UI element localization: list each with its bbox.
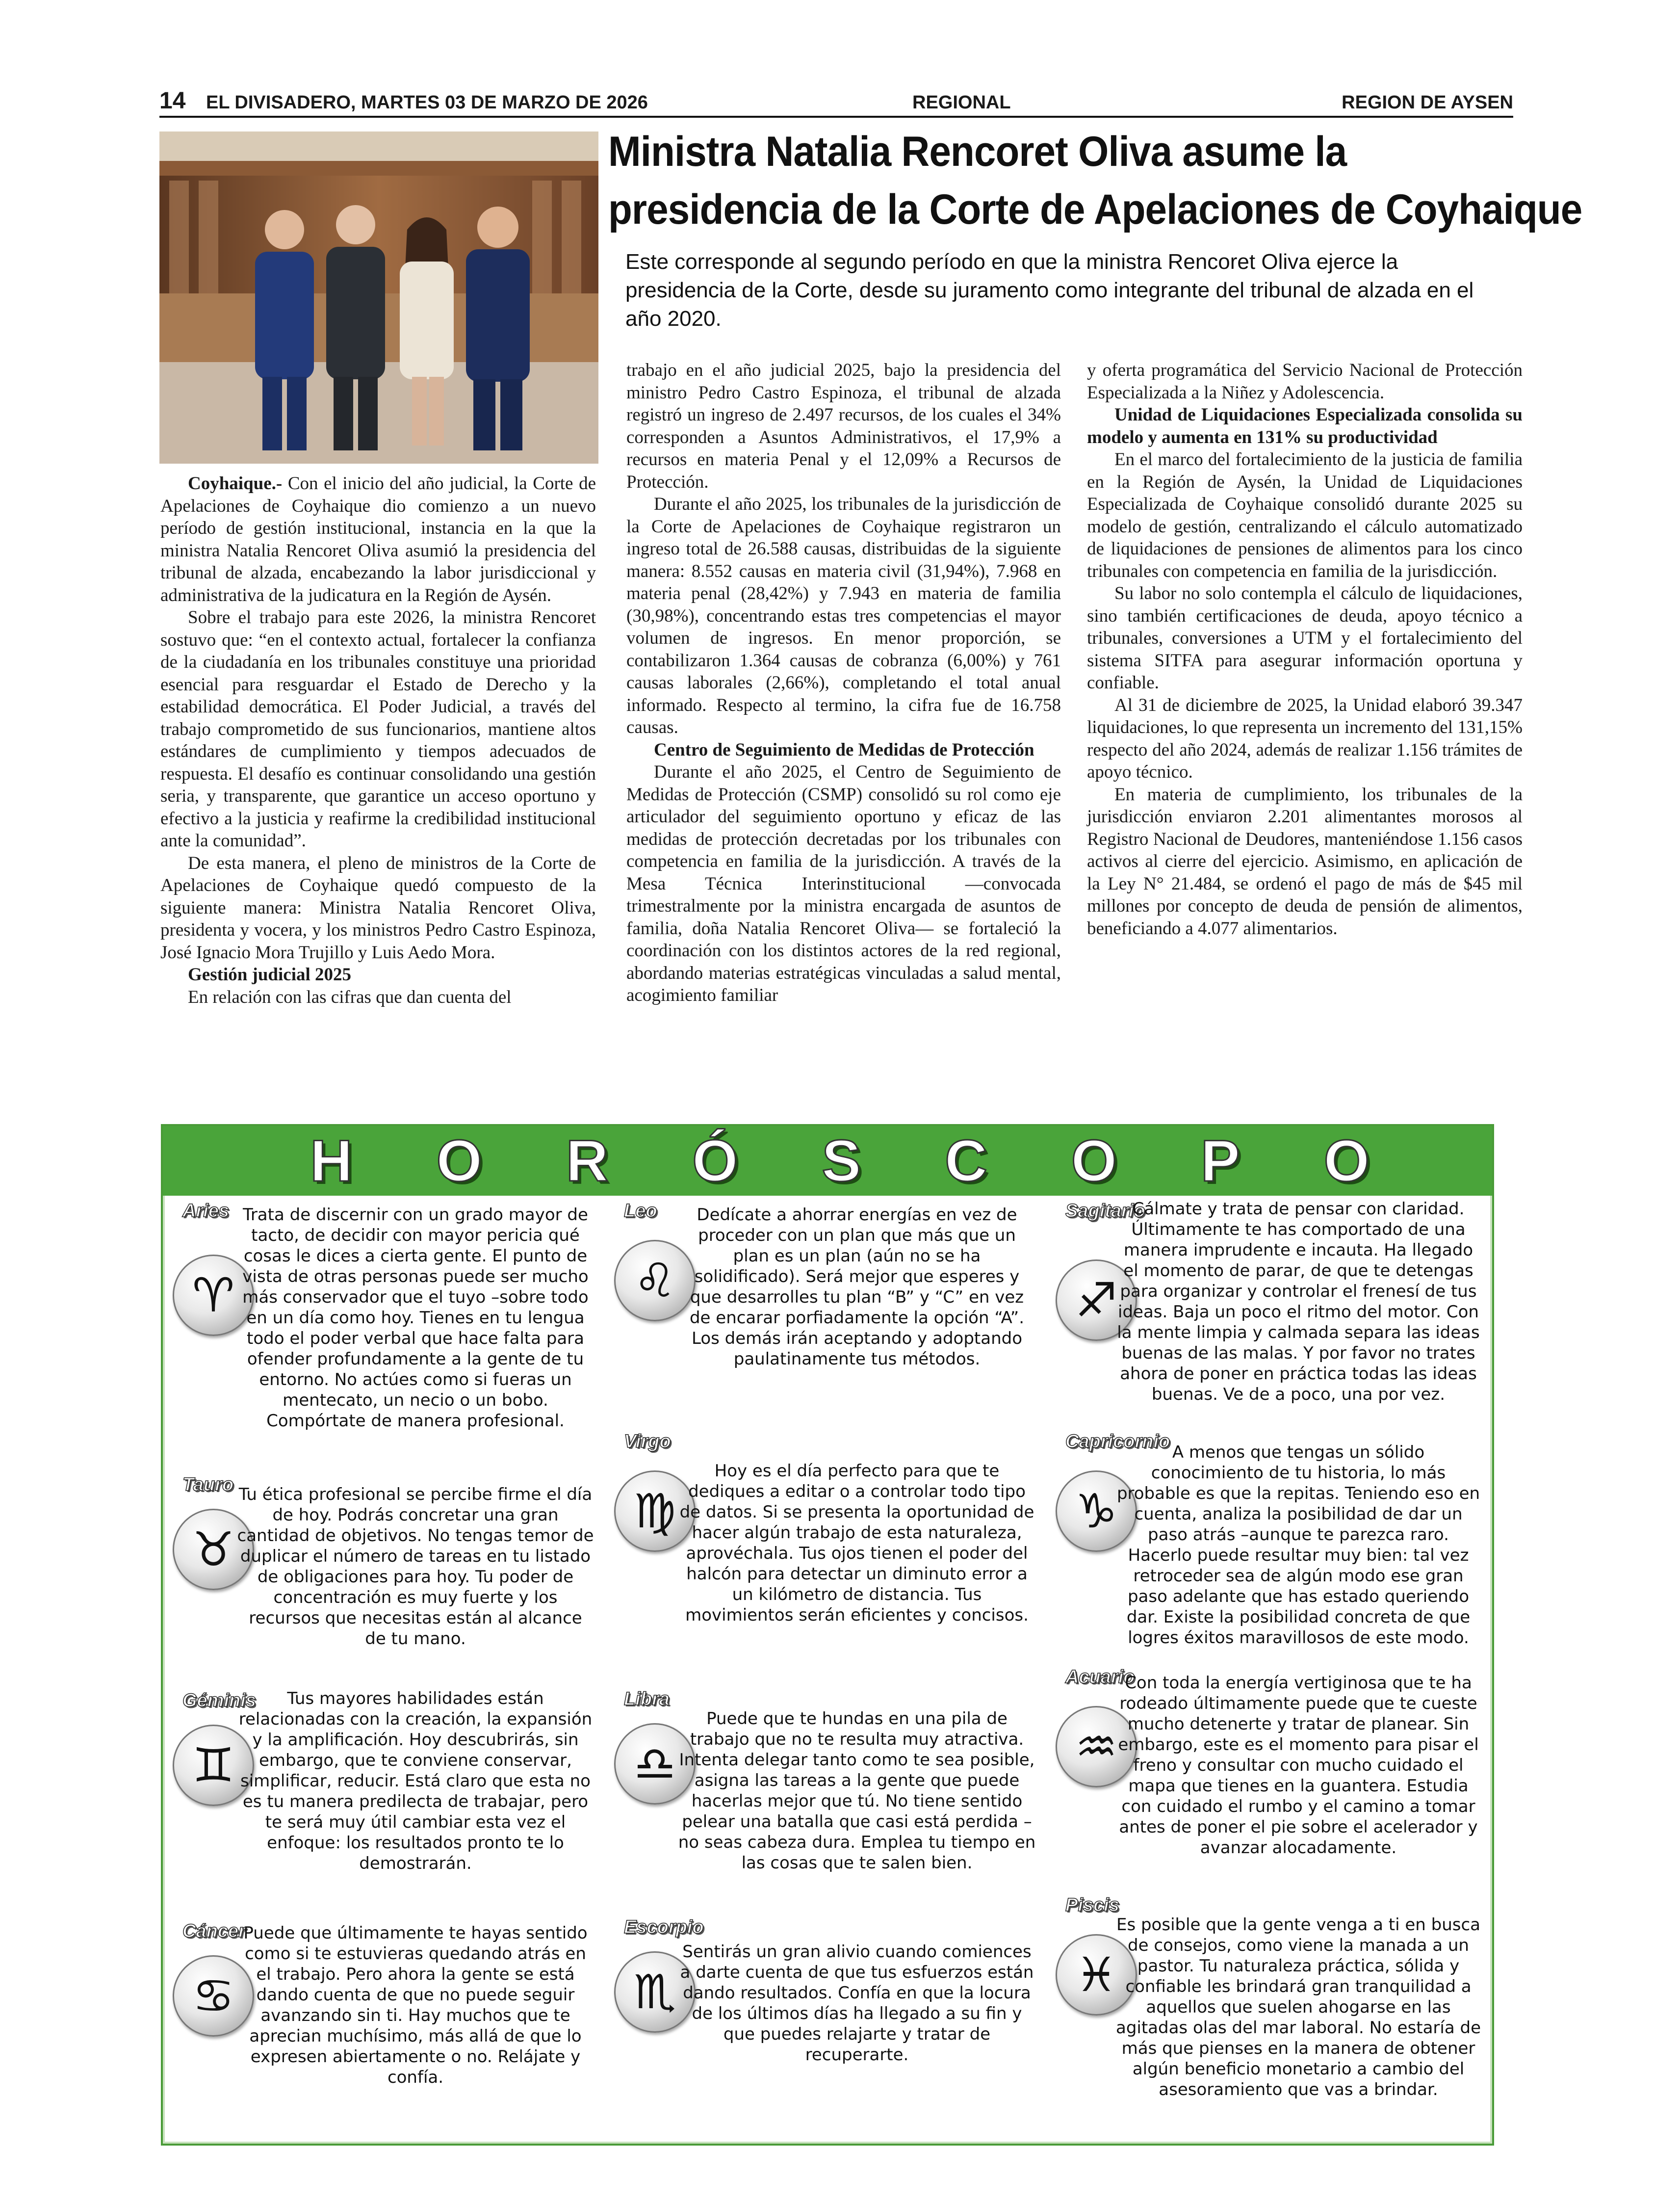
scorpion-icon: ♏ (614, 1951, 696, 2033)
archer-icon: ♐ (1056, 1259, 1137, 1341)
sign-piscis (1046, 1895, 1487, 2135)
sign-name-libra: Libra (624, 1689, 670, 1709)
sign-text-capricornio: A menos que tengas un sólido conocimiento de tu historia, lo más probable es que la repitas. Teniendo eso en cuenta, analiza la posibilidad de dar un paso atrás –aunque te parezca raro. Hacerlo puede resultar muy bien: tal vez retroceder sea de algún modo ese gran paso adelante que has estado queriendo dar. Existe la posibilidad concreta de que logres éxitos maravillosos de este modo. (1116, 1442, 1480, 1648)
sign-name-capricornio: Capricornio (1065, 1431, 1170, 1452)
sign-sagitario (1046, 1201, 1487, 1456)
article-column-3 (1087, 359, 1523, 940)
maiden-icon: ♍ (614, 1470, 696, 1552)
subhead-centro-seguimiento: Centro de Seguimiento de Medidas de Protección (654, 739, 1034, 760)
twins-icon: ♊ (173, 1725, 254, 1806)
col2-paragraph-1: trabajo en el año judicial 2025, bajo la presidencia del ministro Pedro Castro Espinoza, el tribunal de alzada registró un ingreso de 2.497 recursos, de los cuales el 34% corresponden a Asuntos Administrativos, el 17,9% a recursos en materia Penal y el 12,09% a Recursos de Protección. (626, 360, 1061, 492)
article-photo (159, 131, 598, 464)
title-letter: S (822, 1128, 861, 1194)
page-number: 14 (159, 88, 186, 114)
col1-paragraph-1: Con el inicio del año judicial, la Corte de Apelaciones de Coyhaique dio comienzo a un nuevo período de gestión institucional, instancia en la que la ministra Natalia Rencoret Oliva asumió la presidencia del tribunal de alzada, encabezando la labor jurisdiccional y administrativa de la judicatura en la Región de Aysén. (160, 473, 596, 605)
article-dek: Este corresponde al segundo período en que la ministra Rencoret Oliva ejerce la presidencia de la Corte, desde su juramento como integrante del tribunal de alzada en el año 2020. (625, 250, 1474, 331)
sign-text-libra: Puede que te hundas en una pila de trabajo que no te resulta muy atractiva. Intenta delegar tanto como te sea posible, asigna las tareas a la gente que puede hacerlas mejor que tú. No tiene sentido pelear una batalla que casi está perdida –no seas cabeza dura. Emplea tu tiempo en las cosas que te salen bien. (678, 1709, 1036, 1873)
article-column-1 (160, 472, 596, 1008)
sign-text-acuario: Con toda la energía vertiginosa que te ha rodeado últimamente puede que te cueste mucho detenerte y tratar de planear. Sin embargo, este es el momento para pisar el freno y consultar con mucho cuidado el mapa que tienes en la guantera. Estudia con cuidado el rumbo y el camino a tomar antes de poner el pie sobre el acelerador y avanzar alocadamente. (1118, 1673, 1479, 1858)
sign-geminis (163, 1690, 604, 1901)
col1-paragraph-4: En relación con las cifras que dan cuenta del (188, 987, 512, 1007)
title-letter: O (1071, 1128, 1117, 1194)
sign-tauro (163, 1474, 604, 1661)
sign-libra (604, 1689, 1046, 1905)
sign-text-escorpio: Sentirás un gran alivio cuando comiences a darte cuenta de que tus esfuerzos están dando resultados. Confía en que la locura de los últimos días ha llegado a su fin y que puedes relajarte y tratar de recuperarte. (680, 1942, 1034, 2065)
sign-name-piscis: Piscis (1065, 1895, 1119, 1915)
col3-paragraph-2: En el marco del fortalecimiento de la justicia de familia en la Región de Aysén, la Unidad de Liquidaciones Especializada de Coyhaique consolidó durante 2025 su modelo de gestión, centralizando el cálculo automatizado de liquidaciones de pensiones de alimentos para los cinco tribunales con competencia en familia de la jurisdicción. (1087, 449, 1523, 581)
bull-icon: ♉ (173, 1509, 254, 1590)
header-rule (159, 116, 1513, 118)
scales-icon: ♎ (614, 1723, 696, 1805)
sign-cancer (163, 1921, 604, 2137)
horoscope-box (161, 1124, 1494, 2146)
title-letter: R (566, 1128, 609, 1194)
headline-line-1: Ministra Natalia Rencoret Oliva asume la (608, 128, 1347, 175)
title-letter: H (310, 1128, 353, 1194)
sign-name-acuario: Acuario (1065, 1667, 1135, 1687)
article-headline (608, 123, 1582, 238)
region-name: REGION DE AYSEN (1342, 92, 1513, 113)
article-column-2 (626, 359, 1061, 1007)
sign-name-aries: Aries (182, 1201, 230, 1221)
sign-name-virgo: Virgo (624, 1431, 671, 1452)
sign-acuario (1046, 1667, 1487, 1883)
sign-text-piscis: Es posible que la gente venga a ti en busca de consejos, como viene la manada a un pastor. Tu naturaleza práctica, sólida y confiable les brindará gran tranquilidad a aquellos que suelen ahogarse en las agitadas olas del mar laboral. No estaría de más que pienses en la manera de obtener algún beneficio monetario a cambio del asesoramiento que vas a brindar. (1115, 1915, 1481, 2099)
lion-icon: ♌ (614, 1240, 696, 1321)
col1-paragraph-3: De esta manera, el pleno de ministros de la Corte de Apelaciones de Coyhaique quedó compuesto de la siguiente manera: Ministra Natalia Rencoret Oliva, presidenta y vocera, y los ministros Pedro Castro Espinoza, José Ignacio Mora Trujillo y Luis Aedo Mora. (160, 853, 596, 963)
sign-text-aries: Trata de discernir con un grado mayor de tacto, de decidir con mayor pericia qué cosas le dices a cierta gente. El punto de vista de otras personas puede ser mucho más conservador que el tuyo –sobre todo en un día como hoy. Tienes en tu lengua todo el poder verbal que hace falta para ofender profundamente a la gente de tu entorno. No actúes como si fueras un mentecato, un necio o un bobo. Compórtate de manera profesional. (242, 1205, 589, 1431)
page-header (159, 90, 1513, 116)
sign-virgo (604, 1431, 1046, 1647)
sign-name-sagitario: Sagitario (1065, 1201, 1145, 1221)
sign-text-cancer: Puede que últimamente te hayas sentido como si te estuvieras quedando atrás en el trabajo. Pero ahora la gente se está dando cuenta de que no puede seguir avanzando sin ti. Hay muchos que te aprecian muchísimo, más allá de que lo expresen abiertamente o no. Relájate y confía. (243, 1923, 588, 2087)
ram-icon: ♈ (173, 1255, 254, 1336)
sign-escorpio (604, 1917, 1046, 2133)
col3-paragraph-4: Al 31 de diciembre de 2025, la Unidad elaboró 39.347 liquidaciones, lo que representa un incremento del 131,15% respecto del año 2024, además de realizar 1.156 trámites de apoyo técnico. (1087, 695, 1523, 782)
section-name: REGIONAL (912, 92, 1011, 113)
crab-icon: ♋ (173, 1955, 254, 2037)
sign-text-geminis: Tus mayores habilidades están relacionadas con la creación, la expansión y la amplificación. Hoy descubrirás, sin embargo, que te conviene conservar, simplificar, reducir. Está claro que esta no es tu manera predilecta de trabajar, pero te será muy útil cambiar esta vez el enfoque: los resultados pronto te lo demostrarán. (238, 1689, 593, 1873)
sign-text-sagitario: Cálmate y trata de pensar con claridad. Últimamente te has comportado de una manera imprudente e incauta. Ha llegado el momento de parar, de que te detengas para organizar y controlar el frenesí de tus ideas. Baja un poco el ritmo del motor. Con la mente limpia y calmada separa las ideas buenas de las malas. Y por favor no trates ahora de poner en práctica todas las ideas buenas. Ve de a poco, una por vez. (1117, 1199, 1480, 1404)
sign-name-escorpio: Escorpio (624, 1917, 704, 1938)
fish-icon: ♓ (1056, 1934, 1137, 2016)
col3-paragraph-5: En materia de cumplimiento, los tribunales de la jurisdicción enviaron 2.201 alimentantes morosos al Registro Nacional de Deudores, manteniéndose 1.156 casos activos al cierre del ejercicio. Asimismo, en aplicación de la Ley N° 21.484, se ordenó el pago de más de $45 mil millones por concepto de deuda de pensión de alimentos, beneficiando a 4.077 alimentarios. (1087, 784, 1523, 939)
col3-paragraph-3: Su labor no solo contempla el cálculo de liquidaciones, sino también certificaciones de deuda, apoyo técnico a tribunales, conversiones a UTM y el fortalecimiento del sistema SITFA para asegurar información oportuna y confiable. (1087, 583, 1523, 693)
title-letter: C (945, 1128, 987, 1194)
dateline-lead: Coyhaique.- (188, 473, 283, 494)
sign-capricornio (1046, 1431, 1487, 1647)
sign-text-leo: Dedícate a ahorrar energías en vez de proceder con un plan que más que un plan es un plan (aún no se ha solidificado). Será mejor que esperes y que desarrolles tu plan “B” y “C” en vez de encarar porfiadamente la opción “A”. Los demás irán aceptando y adoptando paulatinamente tus métodos. (689, 1205, 1025, 1369)
sign-name-geminis: Géminis (182, 1690, 256, 1711)
title-letter: Ó (692, 1128, 738, 1194)
subhead-gestion-judicial: Gestión judicial 2025 (188, 965, 352, 985)
col2-paragraph-2: Durante el año 2025, los tribunales de la jurisdicción de la Corte de Apelaciones de Coyhaique registraron un ingreso total de 26.588 causas, distribuidas de la siguiente manera: 8.552 causas en materia civil (31,94%), 7.968 en materia penal (28,42%) y 7.943 en materia de familia (30,98%), concentrando estas tres competencias el mayor volumen de ingresos. En menor proporción, se contabilizaron 1.364 causas de cobranza (6,00%) y 761 causas laborales (2,66%), completando el total anual informado. Respecto al termino, la cifra fue de 16.758 causas. (626, 494, 1061, 737)
col3-paragraph-1: y oferta programática del Servicio Nacional de Protección Especializada a la Niñez y Adolescencia. (1087, 360, 1523, 403)
sign-text-virgo: Hoy es el día perfecto para que te dediques a editar o a controlar todo tipo de datos. Si se presenta la oportunidad de hacer algún trabajo de esta naturaleza, aprovéchala. Tus ojos tienen el poder del halcón para detectar un diminuto error a un kilómetro de distancia. Tus movimientos serán eficientes y concisos. (679, 1461, 1034, 1625)
sign-name-leo: Leo (624, 1201, 657, 1221)
sign-leo (604, 1201, 1046, 1416)
col1-paragraph-2: Sobre el trabajo para este 2026, la ministra Rencoret sostuvo que: “en el contexto actual, fortalecer la confianza de la ciudadanía en los tribunales constituye una prioridad esencial para resguardar el Estado de Derecho y la estabilidad democrática. El Poder Judicial, a través del trabajo comprometido de sus funcionarios, mantiene altos estándares de cumplimiento y tiempos adecuados de respuesta. El desafío es continuar consolidando una gestión seria, y transparente, que garantice un acceso oportuno y efectivo a la justicia y reafirme la credibilidad institucional ante la comunidad”. (160, 607, 596, 851)
sign-name-cancer: Cáncer (182, 1921, 246, 1941)
goat-icon: ♑ (1056, 1470, 1137, 1552)
sign-name-tauro: Tauro (182, 1474, 234, 1495)
sign-text-tauro: Tu ética profesional se percibe firme el día de hoy. Podrás concretar una gran cantidad de objetivos. No tengas temor de duplicar el número de tareas en tu listado de obligaciones para hoy. Tu poder de concentración es muy fuerte y los recursos que necesitas están al alcance de tu mano. (237, 1485, 594, 1649)
title-letter: O (1323, 1128, 1370, 1194)
headline-line-2: presidencia de la Corte de Apelaciones de Coyhaique (608, 186, 1582, 233)
sign-aries (163, 1201, 604, 1436)
title-letter: O (436, 1128, 482, 1194)
horoscope-title (310, 1128, 1370, 1194)
title-letter: P (1200, 1128, 1240, 1194)
col2-paragraph-3: Durante el año 2025, el Centro de Seguimiento de Medidas de Protección (CSMP) consolidó su rol como eje articulador del seguimiento oportuno y eficaz de las medidas de protección decretadas por los tribunales con competencia en familia de la jurisdicción. A través de la Mesa Técnica Interinstitucional —convocada trimestralmente por la ministra encargada de asuntos de familia, doña Natalia Rencoret Oliva— se fortaleció la coordinación con los distintos actores de la red regional, abordando materias estratégicas vinculadas a salud mental, acogimiento familiar (626, 762, 1061, 1005)
subhead-unidad-liquidaciones: Unidad de Liquidaciones Especializada consolida su modelo y aumenta en 131% su productividad (1087, 405, 1523, 447)
newspaper-dateline: EL DIVISADERO, MARTES 03 DE MARZO DE 2026 (206, 92, 648, 113)
courtroom-photo-illustration (159, 131, 598, 464)
water-bearer-icon: ♒ (1056, 1706, 1137, 1787)
